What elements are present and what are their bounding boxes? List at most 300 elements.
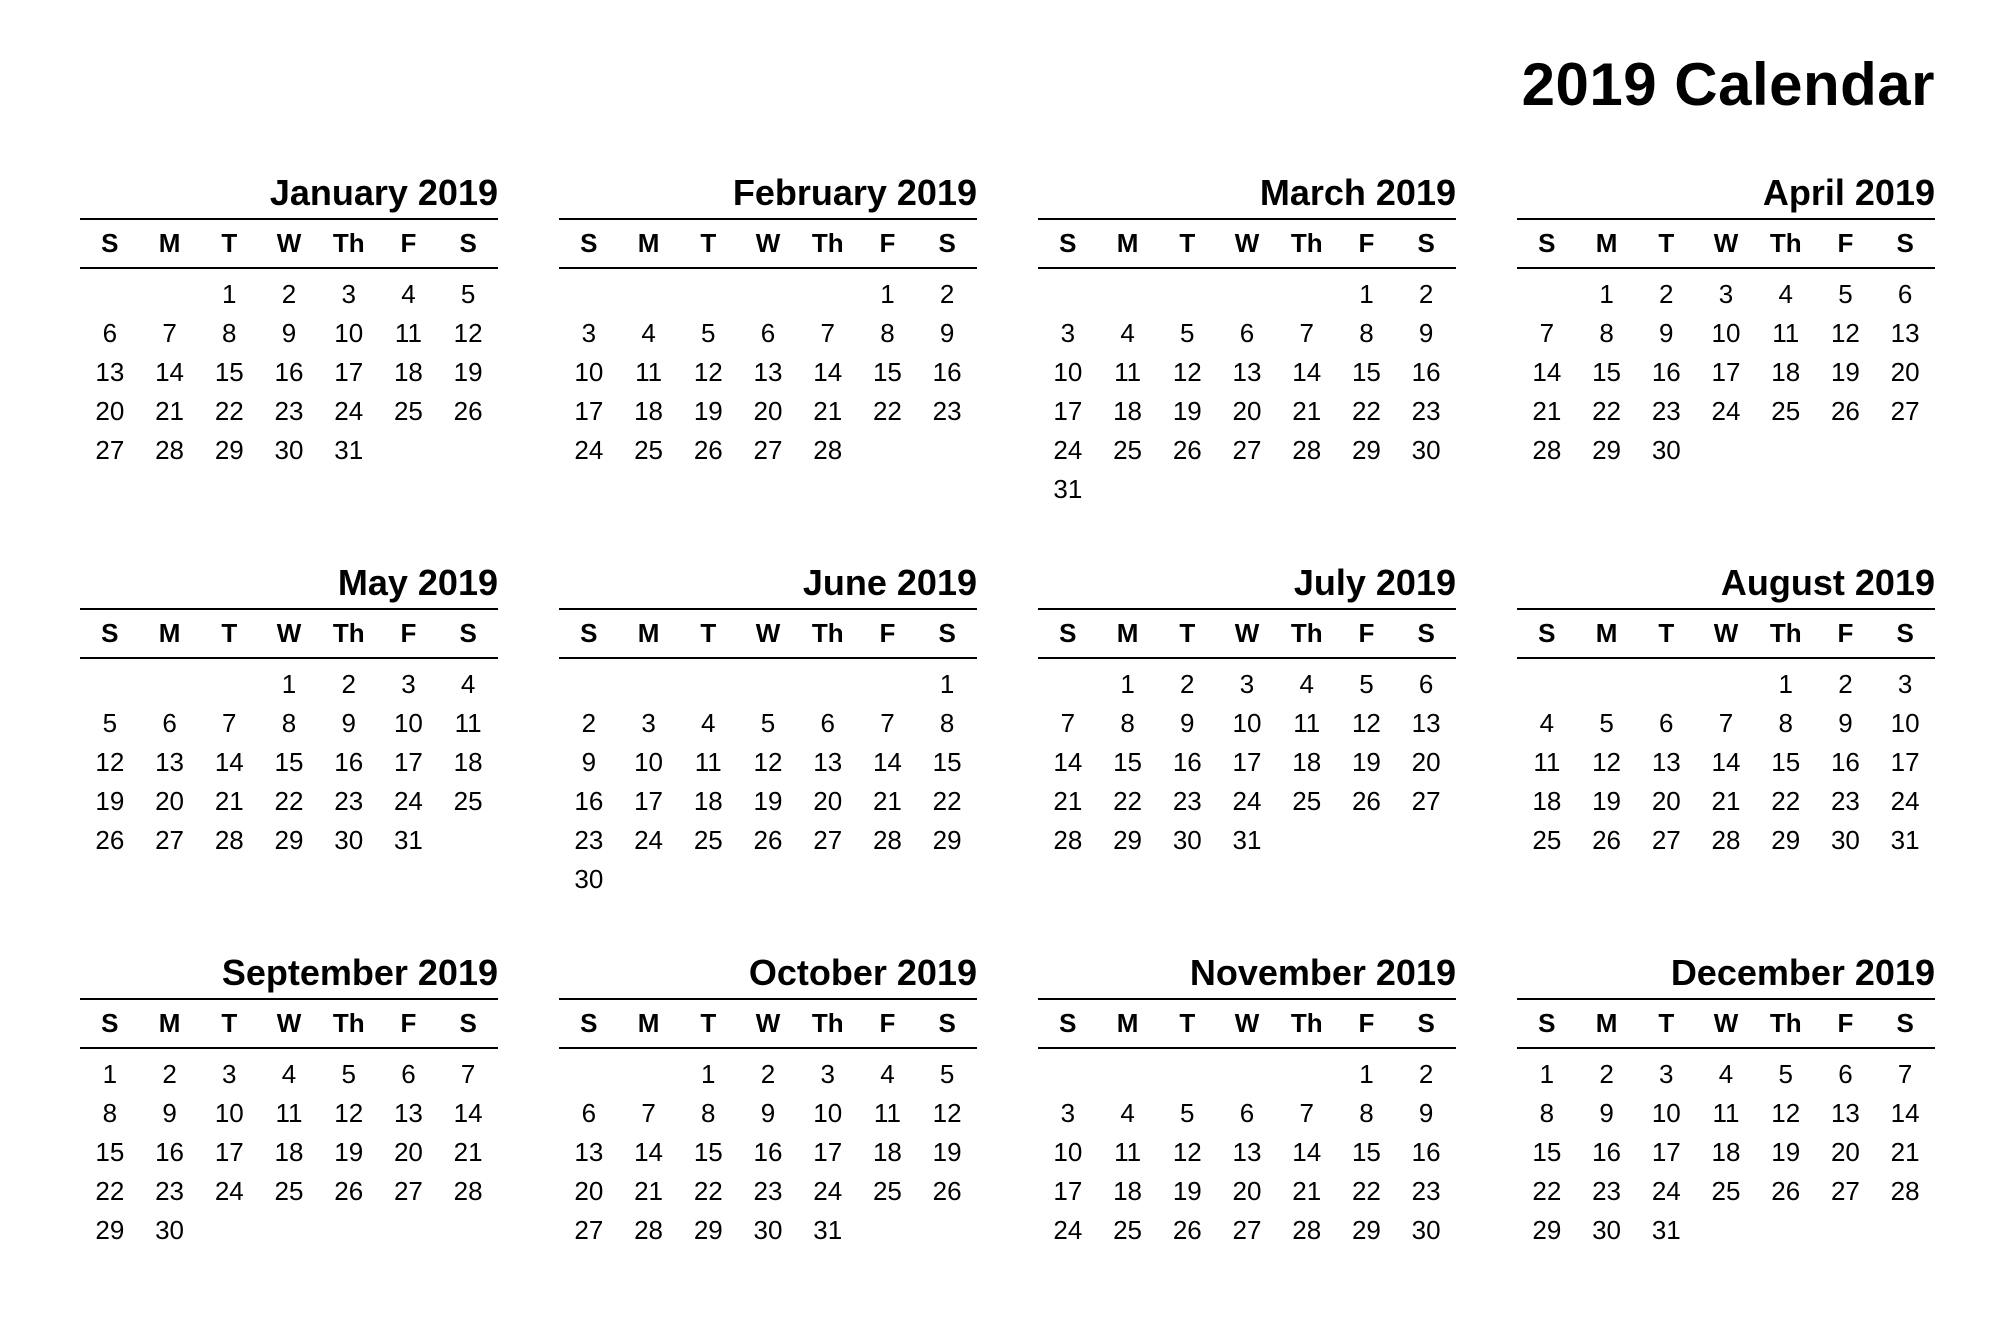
weekday-label: S bbox=[101, 618, 119, 648]
day-cell: 6 bbox=[1659, 708, 1674, 738]
day-cell: 7 bbox=[162, 318, 177, 348]
day-cell: 18 bbox=[872, 1137, 902, 1167]
day-cell: 8 bbox=[102, 1098, 118, 1128]
day-cell: 24 bbox=[334, 396, 364, 426]
day-cell: 8 bbox=[1120, 708, 1135, 738]
day-cell-empty bbox=[798, 665, 858, 700]
day-cell: 12 bbox=[95, 747, 125, 777]
day-cell: 14 bbox=[1711, 747, 1741, 777]
day-cell: 4 bbox=[1299, 669, 1314, 699]
day-cell: 14 bbox=[1053, 747, 1083, 777]
day-cell: 1 bbox=[1539, 1059, 1555, 1089]
day-cell: 2 bbox=[939, 279, 955, 309]
day-cell: 8 bbox=[1599, 318, 1614, 348]
weekday-label: S bbox=[938, 1008, 956, 1038]
day-cell: 8 bbox=[880, 318, 895, 348]
weekday-label: S bbox=[1538, 228, 1556, 258]
weekday-header-row bbox=[1517, 998, 1935, 1049]
day-cell: 26 bbox=[1830, 396, 1860, 426]
weekday-label: S bbox=[101, 228, 119, 258]
weekday-label: F bbox=[400, 228, 417, 258]
weekday-label: F bbox=[1358, 618, 1375, 648]
day-cell: 28 bbox=[453, 1176, 483, 1206]
day-cell: 7 bbox=[1299, 318, 1314, 348]
day-cell: 16 bbox=[932, 357, 962, 387]
weekday-label: Th bbox=[1769, 1008, 1802, 1038]
day-cell: 3 bbox=[1659, 1059, 1674, 1089]
day-cell-empty bbox=[1157, 1055, 1217, 1090]
month-title: January 2019 bbox=[269, 172, 498, 213]
weekday-label: S bbox=[1417, 618, 1435, 648]
weekday-label: T bbox=[700, 618, 717, 648]
day-cell: 11 bbox=[1114, 1137, 1142, 1167]
day-cell: 23 bbox=[574, 825, 604, 855]
day-cell-empty bbox=[1038, 665, 1098, 700]
weekday-label: S bbox=[1417, 1008, 1435, 1038]
day-cell: 17 bbox=[214, 1137, 244, 1167]
day-cell: 7 bbox=[460, 1059, 476, 1089]
day-cell: 27 bbox=[753, 435, 783, 465]
weekday-label: W bbox=[276, 618, 302, 648]
day-cell: 17 bbox=[813, 1137, 843, 1167]
weekday-label: Th bbox=[1769, 228, 1802, 258]
day-cell: 22 bbox=[932, 786, 962, 816]
day-cell: 17 bbox=[1651, 1137, 1681, 1167]
day-cell: 16 bbox=[1651, 357, 1681, 387]
day-cell: 10 bbox=[1053, 1137, 1083, 1167]
day-cell: 23 bbox=[1411, 396, 1441, 426]
day-cell: 3 bbox=[820, 1059, 835, 1089]
day-cell: 22 bbox=[95, 1176, 125, 1206]
day-cell: 20 bbox=[1830, 1137, 1860, 1167]
day-cell: 3 bbox=[222, 1059, 237, 1089]
day-cell: 12 bbox=[1771, 1098, 1801, 1128]
day-cell: 10 bbox=[214, 1098, 244, 1128]
day-cell: 4 bbox=[1539, 708, 1555, 738]
day-cell: 13 bbox=[813, 747, 843, 777]
weekday-label: S bbox=[938, 618, 956, 648]
day-cell: 11 bbox=[275, 1098, 303, 1128]
day-cell: 21 bbox=[1532, 396, 1562, 426]
day-cell: 7 bbox=[1718, 708, 1734, 738]
weekday-label: S bbox=[1896, 1008, 1914, 1038]
day-cell: 12 bbox=[753, 747, 783, 777]
weekday-label: F bbox=[400, 618, 417, 648]
day-cell: 11 bbox=[1712, 1098, 1740, 1128]
day-grid bbox=[1038, 269, 1456, 509]
day-cell-empty bbox=[559, 1055, 619, 1090]
day-cell: 13 bbox=[1232, 1137, 1262, 1167]
day-cell: 8 bbox=[281, 708, 297, 738]
day-cell: 10 bbox=[1890, 708, 1920, 738]
weekday-label: F bbox=[879, 1008, 896, 1038]
day-cell: 1 bbox=[1359, 1059, 1374, 1089]
day-cell: 19 bbox=[95, 786, 125, 816]
day-cell: 19 bbox=[453, 357, 483, 387]
month-title: February 2019 bbox=[732, 172, 977, 213]
day-cell: 14 bbox=[813, 357, 843, 387]
day-cell: 30 bbox=[155, 1215, 185, 1245]
day-cell: 9 bbox=[581, 747, 597, 777]
day-cell: 5 bbox=[102, 708, 118, 738]
day-cell: 6 bbox=[1418, 669, 1434, 699]
day-cell: 30 bbox=[274, 435, 304, 465]
day-cell: 15 bbox=[1113, 747, 1143, 777]
weekday-label: T bbox=[700, 1008, 717, 1038]
day-cell: 1 bbox=[701, 1059, 716, 1089]
day-cell-empty bbox=[1277, 1055, 1337, 1090]
day-cell: 8 bbox=[1359, 1098, 1374, 1128]
day-cell: 16 bbox=[334, 747, 364, 777]
day-cell: 20 bbox=[155, 786, 185, 816]
day-cell: 12 bbox=[932, 1098, 962, 1128]
day-cell: 9 bbox=[1418, 1098, 1434, 1128]
day-cell: 3 bbox=[641, 708, 656, 738]
day-cell: 30 bbox=[334, 825, 364, 855]
weekday-label: T bbox=[1179, 618, 1196, 648]
day-cell: 27 bbox=[574, 1215, 604, 1245]
day-cell: 16 bbox=[274, 357, 304, 387]
day-cell: 9 bbox=[939, 318, 955, 348]
weekday-label: F bbox=[1837, 1008, 1854, 1038]
day-cell: 9 bbox=[281, 318, 297, 348]
weekday-label: S bbox=[459, 1008, 477, 1038]
day-cell: 4 bbox=[1120, 1098, 1135, 1128]
day-cell: 18 bbox=[634, 396, 664, 426]
month-july bbox=[1038, 558, 1456, 948]
weekday-label: S bbox=[1896, 228, 1914, 258]
weekday-label: F bbox=[879, 618, 896, 648]
weekday-header-row bbox=[80, 998, 498, 1049]
day-grid bbox=[80, 269, 498, 470]
day-cell: 7 bbox=[1299, 1098, 1314, 1128]
month-title: June 2019 bbox=[802, 562, 977, 603]
day-cell: 16 bbox=[1592, 1137, 1622, 1167]
day-cell: 10 bbox=[1651, 1098, 1681, 1128]
day-cell: 23 bbox=[753, 1176, 783, 1206]
day-cell: 1 bbox=[880, 279, 895, 309]
day-cell: 17 bbox=[1053, 396, 1083, 426]
day-cell: 2 bbox=[341, 669, 356, 699]
day-cell: 19 bbox=[932, 1137, 962, 1167]
day-cell: 17 bbox=[574, 396, 604, 426]
day-cell: 22 bbox=[1351, 1176, 1381, 1206]
day-cell: 30 bbox=[574, 864, 604, 894]
day-cell: 13 bbox=[1411, 708, 1441, 738]
weekday-label: M bbox=[158, 618, 181, 648]
day-cell: 20 bbox=[1411, 747, 1441, 777]
day-cell: 5 bbox=[939, 1059, 955, 1089]
day-cell: 7 bbox=[222, 708, 237, 738]
day-cell-empty bbox=[619, 275, 679, 310]
day-cell: 3 bbox=[341, 279, 356, 309]
day-cell: 28 bbox=[155, 435, 185, 465]
day-cell: 17 bbox=[1053, 1176, 1083, 1206]
day-grid bbox=[1517, 1049, 1935, 1250]
month-april bbox=[1517, 168, 1935, 558]
day-cell: 30 bbox=[753, 1215, 783, 1245]
weekday-label: T bbox=[1179, 228, 1196, 258]
day-cell: 2 bbox=[760, 1059, 776, 1089]
day-cell: 31 bbox=[1232, 825, 1262, 855]
day-cell: 10 bbox=[1232, 708, 1262, 738]
day-cell: 16 bbox=[1411, 357, 1441, 387]
day-cell: 4 bbox=[1778, 279, 1793, 309]
day-cell: 18 bbox=[1532, 786, 1562, 816]
day-cell: 30 bbox=[1651, 435, 1681, 465]
day-cell: 2 bbox=[1180, 669, 1195, 699]
day-cell: 25 bbox=[453, 786, 483, 816]
month-title: November 2019 bbox=[1189, 952, 1456, 993]
weekday-label: M bbox=[1116, 618, 1139, 648]
weekday-label: W bbox=[276, 228, 302, 258]
weekday-label: T bbox=[1179, 1008, 1196, 1038]
day-cell: 15 bbox=[693, 1137, 723, 1167]
month-may bbox=[80, 558, 498, 948]
day-cell: 25 bbox=[693, 825, 723, 855]
day-cell: 6 bbox=[1838, 1059, 1853, 1089]
day-cell: 10 bbox=[1053, 357, 1083, 387]
day-cell: 19 bbox=[693, 396, 723, 426]
day-cell: 13 bbox=[574, 1137, 604, 1167]
weekday-label: F bbox=[400, 1008, 417, 1038]
day-cell: 26 bbox=[1172, 435, 1202, 465]
day-cell: 5 bbox=[1180, 1098, 1195, 1128]
day-cell: 11 bbox=[454, 708, 482, 738]
day-cell: 31 bbox=[813, 1215, 843, 1245]
day-cell: 2 bbox=[1418, 279, 1434, 309]
day-cell: 3 bbox=[1239, 669, 1255, 699]
weekday-header-row bbox=[1038, 608, 1456, 659]
day-cell: 22 bbox=[1592, 396, 1622, 426]
day-cell: 26 bbox=[453, 396, 483, 426]
day-cell: 5 bbox=[460, 279, 476, 309]
day-cell: 4 bbox=[1120, 318, 1135, 348]
day-cell: 8 bbox=[701, 1098, 716, 1128]
weekday-label: F bbox=[1358, 228, 1375, 258]
day-cell: 17 bbox=[1232, 747, 1262, 777]
day-cell: 15 bbox=[95, 1137, 125, 1167]
day-cell: 11 bbox=[1533, 747, 1561, 777]
day-cell: 27 bbox=[813, 825, 843, 855]
day-cell: 30 bbox=[1592, 1215, 1622, 1245]
day-cell: 6 bbox=[760, 318, 776, 348]
day-grid bbox=[559, 269, 977, 470]
day-cell: 21 bbox=[453, 1137, 483, 1167]
day-cell: 30 bbox=[1411, 1215, 1441, 1245]
day-cell: 20 bbox=[1232, 1176, 1262, 1206]
day-cell: 21 bbox=[872, 786, 902, 816]
day-cell: 23 bbox=[1411, 1176, 1441, 1206]
day-cell-empty bbox=[1098, 275, 1158, 310]
day-cell: 18 bbox=[1113, 1176, 1143, 1206]
weekday-label: F bbox=[879, 228, 896, 258]
day-cell: 24 bbox=[1711, 396, 1741, 426]
day-cell: 4 bbox=[880, 1059, 895, 1089]
day-cell: 11 bbox=[1114, 357, 1142, 387]
weekday-label: S bbox=[1417, 228, 1435, 258]
weekday-label: F bbox=[1837, 618, 1854, 648]
day-cell: 13 bbox=[393, 1098, 423, 1128]
day-cell: 4 bbox=[641, 318, 656, 348]
day-cell: 25 bbox=[872, 1176, 902, 1206]
day-cell: 3 bbox=[1060, 1098, 1076, 1128]
day-cell: 31 bbox=[1651, 1215, 1681, 1245]
day-cell-empty bbox=[559, 275, 619, 310]
weekday-header-row bbox=[559, 998, 977, 1049]
day-cell: 17 bbox=[393, 747, 423, 777]
day-cell: 29 bbox=[693, 1215, 723, 1245]
day-cell: 16 bbox=[574, 786, 604, 816]
day-cell: 20 bbox=[1890, 357, 1920, 387]
day-cell: 21 bbox=[155, 396, 185, 426]
weekday-label: M bbox=[1595, 1008, 1618, 1038]
day-cell: 6 bbox=[401, 1059, 416, 1089]
day-cell: 31 bbox=[334, 435, 364, 465]
day-cell: 16 bbox=[1830, 747, 1860, 777]
day-cell: 27 bbox=[95, 435, 125, 465]
day-grid bbox=[559, 659, 977, 899]
weekday-label: S bbox=[938, 228, 956, 258]
day-cell: 5 bbox=[701, 318, 716, 348]
weekday-label: T bbox=[221, 1008, 238, 1038]
day-cell: 9 bbox=[1838, 708, 1853, 738]
day-cell: 15 bbox=[1351, 357, 1381, 387]
day-cell: 12 bbox=[1830, 318, 1860, 348]
day-cell: 12 bbox=[693, 357, 723, 387]
day-cell: 19 bbox=[1351, 747, 1381, 777]
weekday-label: Th bbox=[332, 1008, 365, 1038]
day-cell: 29 bbox=[1771, 825, 1801, 855]
day-cell: 13 bbox=[1830, 1098, 1860, 1128]
weekday-label: T bbox=[1658, 228, 1675, 258]
weekday-header-row bbox=[1517, 608, 1935, 659]
day-cell: 12 bbox=[1592, 747, 1622, 777]
day-cell: 24 bbox=[214, 1176, 244, 1206]
weekday-label: W bbox=[1234, 228, 1260, 258]
day-cell: 23 bbox=[334, 786, 364, 816]
day-cell: 11 bbox=[635, 357, 663, 387]
day-cell: 22 bbox=[872, 396, 902, 426]
month-january bbox=[80, 168, 498, 558]
day-cell: 4 bbox=[701, 708, 716, 738]
day-cell: 19 bbox=[334, 1137, 364, 1167]
day-cell: 27 bbox=[1890, 396, 1920, 426]
day-cell: 28 bbox=[634, 1215, 664, 1245]
day-cell: 27 bbox=[1651, 825, 1681, 855]
day-cell: 18 bbox=[453, 747, 483, 777]
day-cell-empty bbox=[1517, 275, 1577, 310]
weekday-label: S bbox=[1538, 1008, 1556, 1038]
day-cell-empty bbox=[1277, 275, 1337, 310]
weekday-label: Th bbox=[1769, 618, 1802, 648]
day-cell: 1 bbox=[281, 669, 297, 699]
day-cell: 5 bbox=[1359, 669, 1374, 699]
day-cell-empty bbox=[1217, 275, 1277, 310]
day-cell: 22 bbox=[1532, 1176, 1562, 1206]
weekday-label: Th bbox=[1290, 1008, 1323, 1038]
day-cell: 18 bbox=[1292, 747, 1322, 777]
day-cell: 23 bbox=[1592, 1176, 1622, 1206]
day-cell: 11 bbox=[694, 747, 722, 777]
day-cell: 17 bbox=[634, 786, 664, 816]
day-cell: 25 bbox=[1113, 435, 1143, 465]
weekday-header-row bbox=[1038, 218, 1456, 269]
day-cell: 23 bbox=[274, 396, 304, 426]
weekday-label: T bbox=[1658, 1008, 1675, 1038]
day-cell: 30 bbox=[1830, 825, 1860, 855]
day-cell: 19 bbox=[1771, 1137, 1801, 1167]
weekday-label: T bbox=[221, 228, 238, 258]
day-cell: 26 bbox=[334, 1176, 364, 1206]
day-cell: 28 bbox=[1711, 825, 1741, 855]
day-cell: 24 bbox=[574, 435, 604, 465]
day-cell: 2 bbox=[1599, 1059, 1614, 1089]
day-cell: 21 bbox=[1890, 1137, 1920, 1167]
day-cell: 3 bbox=[1060, 318, 1076, 348]
day-cell-empty bbox=[1636, 665, 1696, 700]
day-cell: 2 bbox=[162, 1059, 177, 1089]
day-cell: 30 bbox=[1172, 825, 1202, 855]
day-cell: 4 bbox=[1718, 1059, 1734, 1089]
weekday-label: S bbox=[580, 228, 598, 258]
day-cell: 14 bbox=[1292, 1137, 1322, 1167]
weekday-label: W bbox=[1713, 618, 1739, 648]
day-cell: 15 bbox=[1771, 747, 1801, 777]
day-cell: 26 bbox=[693, 435, 723, 465]
day-cell: 26 bbox=[1351, 786, 1381, 816]
weekday-label: Th bbox=[811, 228, 844, 258]
month-title: April 2019 bbox=[1762, 172, 1935, 213]
day-cell: 12 bbox=[1172, 1137, 1202, 1167]
day-cell: 7 bbox=[1897, 1059, 1913, 1089]
day-cell: 31 bbox=[1053, 474, 1083, 504]
day-cell: 18 bbox=[1711, 1137, 1741, 1167]
day-cell: 24 bbox=[634, 825, 664, 855]
day-cell: 21 bbox=[1053, 786, 1083, 816]
day-cell-empty bbox=[738, 665, 798, 700]
day-cell: 26 bbox=[95, 825, 125, 855]
weekday-label: W bbox=[755, 1008, 781, 1038]
day-cell: 28 bbox=[214, 825, 244, 855]
day-cell-empty bbox=[1696, 665, 1756, 700]
day-cell: 2 bbox=[281, 279, 297, 309]
day-cell: 6 bbox=[1897, 279, 1913, 309]
day-cell: 14 bbox=[634, 1137, 664, 1167]
weekday-label: Th bbox=[332, 228, 365, 258]
weekday-label: S bbox=[1059, 228, 1077, 258]
day-cell: 29 bbox=[95, 1215, 125, 1245]
day-cell: 23 bbox=[932, 396, 962, 426]
day-cell-empty bbox=[678, 665, 738, 700]
day-cell-empty bbox=[1577, 665, 1637, 700]
day-cell: 8 bbox=[1778, 708, 1793, 738]
day-cell: 28 bbox=[1292, 435, 1322, 465]
day-cell: 6 bbox=[1239, 318, 1255, 348]
day-cell-empty bbox=[199, 665, 259, 700]
day-cell-empty bbox=[1098, 1055, 1158, 1090]
day-cell: 11 bbox=[1772, 318, 1800, 348]
day-cell: 1 bbox=[102, 1059, 118, 1089]
weekday-label: W bbox=[276, 1008, 302, 1038]
day-cell: 1 bbox=[1599, 279, 1614, 309]
day-cell: 1 bbox=[1359, 279, 1374, 309]
weekday-label: M bbox=[1595, 228, 1618, 258]
day-cell: 15 bbox=[872, 357, 902, 387]
day-cell: 24 bbox=[1890, 786, 1920, 816]
weekday-label: W bbox=[1234, 618, 1260, 648]
day-cell: 24 bbox=[1053, 1215, 1083, 1245]
